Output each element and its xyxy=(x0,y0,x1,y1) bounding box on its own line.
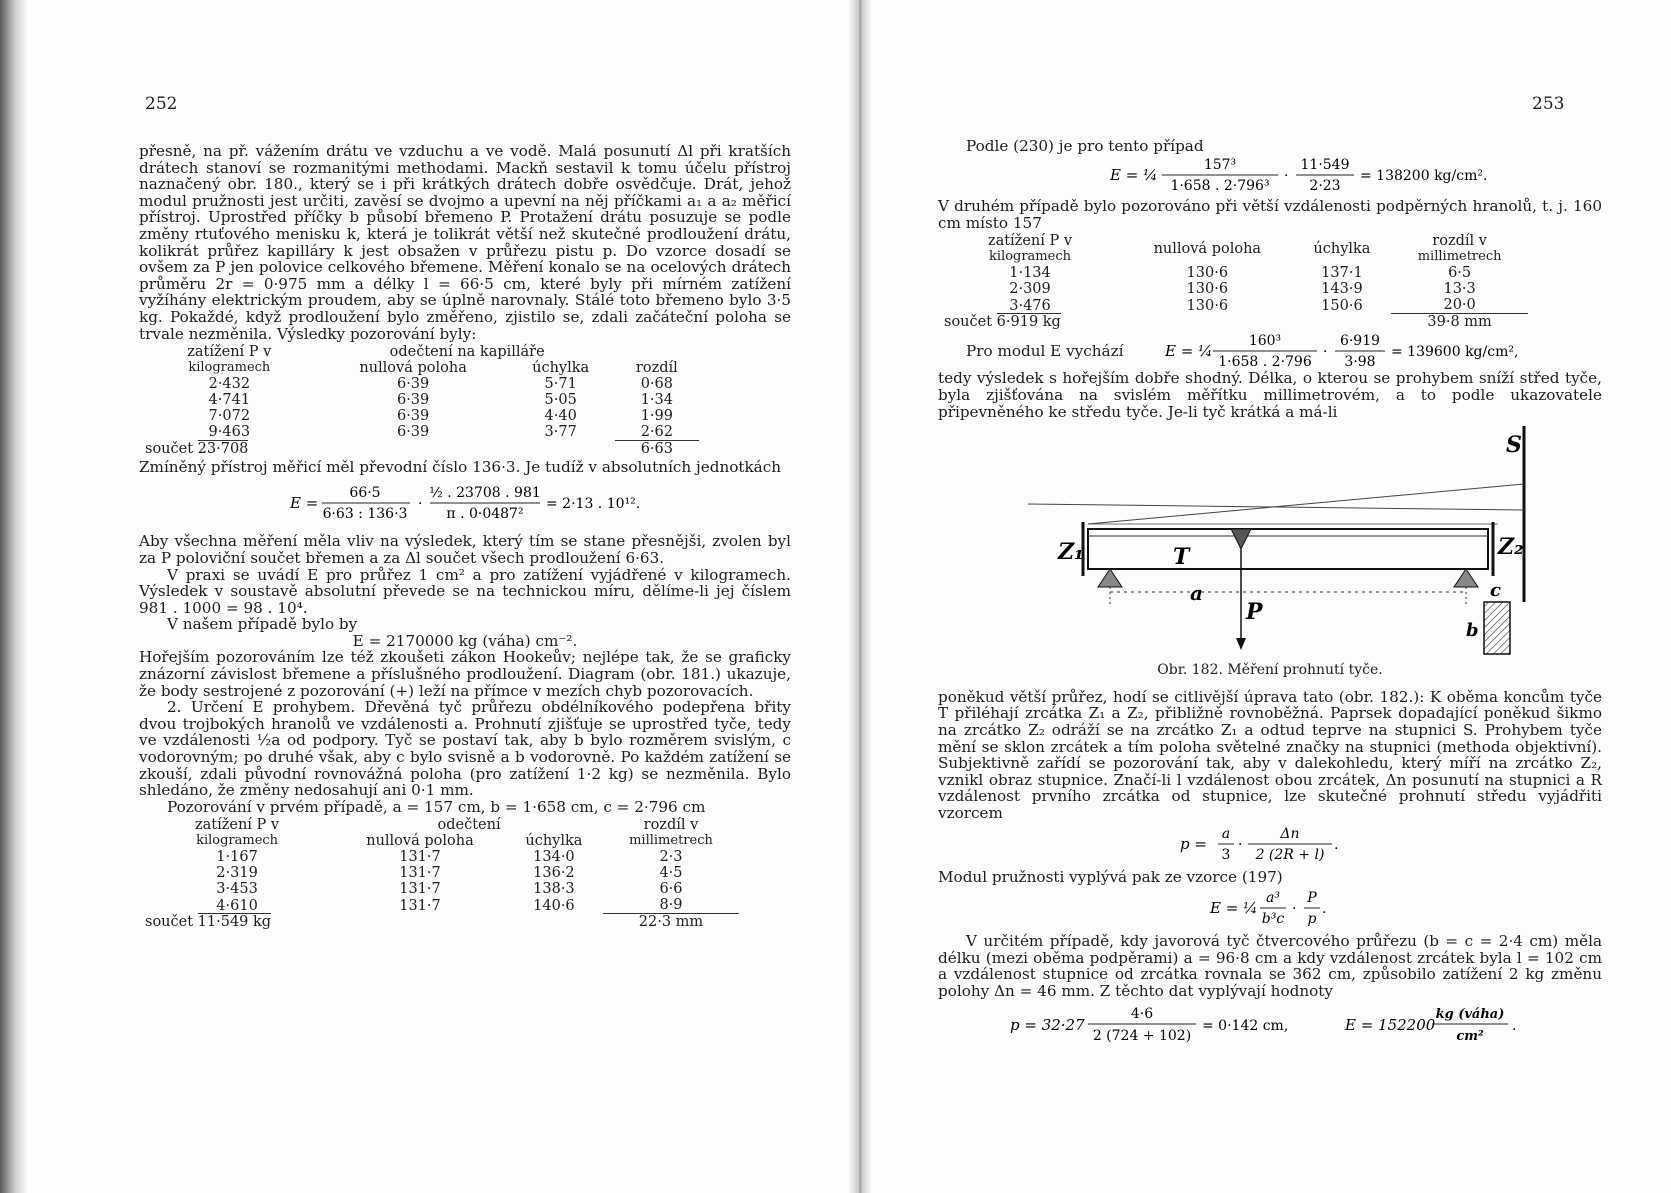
svg-text:= 139600 kg/cm²,: = 139600 kg/cm², xyxy=(1390,344,1519,361)
svg-text:p = 32·27: p = 32·27 xyxy=(1010,1015,1085,1034)
formula-p xyxy=(938,824,1602,868)
table-row: 2·319 131·7 136·2 4·5 xyxy=(216,865,683,882)
col-header: odečtení xyxy=(437,817,501,834)
table-row: 2·309 130·6 143·9 13·3 xyxy=(1009,281,1476,298)
formula-svg xyxy=(1120,824,1420,864)
svg-text:= 2·13 . 10¹².: = 2·13 . 10¹². xyxy=(546,495,641,512)
paragraph: Modul pružnosti vyplývá pak ze vzorce (197) xyxy=(938,868,1283,887)
light-ray xyxy=(1088,484,1524,524)
paragraph: přesně, na př. vážením drátu ve vzduchu a ve vodě. Malá posunutí Δl při kratších drátech stanoví se rozmanitými methodami. Mackň sestavil k tomu účelu přístroj naznačený obr. 180., který se i při krátkých drátech dobře osvědčuje. Drát, jehož modul pružnosti jest určiti, zavěsí se dvojmo a upevní na něj příčkami a₁ a a₂ měřicí přístroj. Uprostřed příčky b působí břemeno P. Protažení drátu posuzuje se podle změny rtuťového menisku k, která je tolikrát větší než skutečné prodloužení drátu, kolikrát průřez kapilláry k jest obsažen v průřezu pistu p. Do vzorce dosadí se ovšem za P jen polovice celkového břemene. Měření konalo se na ocelových drátech průměru 2r = 0·975 mm a délky l = 66·5 cm, které byly při mírném zatížení vyžíhány elektrickým proudem, aby se úplně narovnaly. Stálé toto břemeno bylo 3·5 kg. Pokaždé, když prodloužení bylo změřeno, zjistilo se, zdali začáteční poloha se trvale nezměnila. Výsledky pozorování byly: xyxy=(139,142,791,343)
table-row: 9·463 6·39 3·77 2·62 xyxy=(208,424,673,441)
cross-section xyxy=(1484,602,1510,654)
label-a: a xyxy=(1190,581,1203,606)
table-sum-row: součet 6·919 kg 39·8 mm xyxy=(938,314,1528,331)
svg-text:P: P xyxy=(1307,889,1317,906)
left-page-body xyxy=(139,143,791,932)
svg-text:E = ¼: E = ¼ xyxy=(1110,165,1158,184)
svg-text:·: · xyxy=(1292,900,1297,917)
formula-E-first xyxy=(938,155,1602,199)
formula-technical-E: E = 2170000 kg (váha) cm⁻². xyxy=(352,631,578,650)
svg-text:E =: E = xyxy=(290,493,319,512)
svg-text:π . 0·0487²: π . 0·0487² xyxy=(446,505,524,522)
book-gutter xyxy=(848,0,872,1193)
paragraph: V praxi se uvádí E pro průřez 1 cm² a pro zatížení vyjádřené v kilogramech. Výsledek v soustavě absolutní převede se na technickou míru, dělíme-li jej číslem 981 . 1000 = 98 . 10⁴. xyxy=(139,565,791,617)
svg-text:cm²: cm² xyxy=(1456,1028,1484,1044)
col-header: nullová poloha xyxy=(359,360,467,377)
label-P: P xyxy=(1246,599,1263,626)
svg-text:2 (2R + l): 2 (2R + l) xyxy=(1255,846,1325,863)
col-header: zatížení P v xyxy=(187,344,272,361)
svg-text:66·5: 66·5 xyxy=(349,484,381,501)
svg-text:= 0·142 cm,: = 0·142 cm, xyxy=(1202,1017,1289,1034)
table-row: 1·167 131·7 134·0 2·3 xyxy=(216,849,683,866)
paragraph: V určitém případě, kdy javorová tyč čtvercového průřezu (b = c = 2·4 cm) měla délku (mezi oběma podpěrami) a = 96·8 cm a kdy vzdálenost zrcátek byla l = 102 cm a vzdálenost stupnice od zrcátka rovnala se 362 cm, způsobilo zatížení 2 kg změnu polohy Δn = 46 mm. Z těchto dat vyplývají hodnoty xyxy=(938,932,1602,1001)
results-table-second-case xyxy=(938,233,1528,330)
paragraph: Pozorování v prvém případě, a = 157 cm, b = 1·658 cm, c = 2·796 cm xyxy=(167,797,706,816)
svg-text:3·98: 3·98 xyxy=(1344,354,1376,371)
table-sum-row: součet 23·708 6·63 xyxy=(139,441,699,458)
svg-text:a: a xyxy=(1221,825,1231,842)
formula-line-E-second xyxy=(938,332,1602,370)
svg-text:p =: p = xyxy=(1180,834,1207,853)
svg-text:6·63 : 136·3: 6·63 : 136·3 xyxy=(322,505,408,522)
col-header: rozdíl xyxy=(635,360,678,377)
support-prism xyxy=(1454,569,1478,587)
formula-svg xyxy=(230,482,700,524)
formula-absolute-E xyxy=(139,482,791,528)
col-header: nullová poloha xyxy=(366,833,474,850)
figure-182-bending-measurement xyxy=(938,424,1602,656)
table-row: 4·610 131·7 140·6 8·9 xyxy=(216,897,683,914)
col-header: kilogramech xyxy=(188,360,271,376)
svg-text:b³c: b³c xyxy=(1261,910,1285,927)
col-header: kilogramech xyxy=(989,249,1071,265)
paragraph: Hořejším pozorováním lze též zkoušeti zákon Hookeův; nejlépe tak, že se graficky znázorní závislost břemene a příslušného prodloužení. Diagram (obr. 181.) ukazuje, že body sestrojené z pozorování (+) leží na přímce v mezích chyb pozorovacích. xyxy=(139,648,791,700)
svg-text:2·23: 2·23 xyxy=(1309,177,1341,194)
table-row: 7·072 6·39 4·40 1·99 xyxy=(208,408,673,425)
svg-text:157³: 157³ xyxy=(1203,156,1237,173)
svg-text:11·549: 11·549 xyxy=(1300,156,1350,173)
table-row: 3·476 130·6 150·6 20·0 xyxy=(1009,297,1476,314)
table-row: 3·453 131·7 138·3 6·6 xyxy=(216,881,683,898)
label-c: c xyxy=(1490,580,1501,602)
svg-text:1·658 . 2·796: 1·658 . 2·796 xyxy=(1217,354,1312,371)
page-number-left: 252 xyxy=(145,94,178,114)
svg-text:a³: a³ xyxy=(1266,889,1280,906)
figure-svg xyxy=(938,424,1602,656)
svg-text:= 138200 kg/cm².: = 138200 kg/cm². xyxy=(1360,167,1488,184)
col-header: nullová poloha xyxy=(1153,241,1262,258)
col-header: rozdíl v xyxy=(643,817,699,834)
svg-text:2 (724 + 102): 2 (724 + 102) xyxy=(1092,1027,1192,1044)
col-header: úchylka xyxy=(1313,241,1371,258)
col-header: úchylka xyxy=(532,360,590,377)
svg-text:4·6: 4·6 xyxy=(1130,1005,1154,1022)
paragraph: 2. Určení E prohybem. Dřevěná tyč průřezu obdélníkového podepřena břity dvou trojbokých hranolů ve vzdálenosti a. Prohnutí zjišťuje se uprostřed tyče, tedy ve vzdálenosti ½a od podpory. Tyč se postaví tak, aby b bylo rozměrem svislým, c vodorovným; po druhé však, aby c bylo svisně a b vodorovně. Po každém zatížení se zkouší, zdali původní rovnovážná poloha (pro zatížení 1·2 kg) se nezměnila. Bylo shledáno, že změny nedosahují ani 0·1 mm. xyxy=(139,698,791,800)
svg-text:E = 152200: E = 152200 xyxy=(1345,1015,1436,1034)
svg-text:½ . 23708 . 981: ½ . 23708 . 981 xyxy=(429,484,541,501)
svg-text:·: · xyxy=(1238,836,1243,853)
support-prism xyxy=(1098,569,1122,587)
formula-svg xyxy=(990,155,1550,195)
svg-text:·: · xyxy=(1284,167,1289,184)
center-pointer xyxy=(1231,529,1251,549)
paragraph: V druhém případě bylo pozorováno při větší vzdálenosti podpěrných hranolů, t. j. 160 cm místo 157 xyxy=(938,197,1602,232)
paragraph: Aby všechna měření měla vliv na výsledek, který tím se stane přesnějši, zvolen byl za P poloviční součet břemen a za Δl součet všech prodloužení 6·63. xyxy=(139,532,791,567)
table-sum-row: součet 11·549 kg 22·3 mm xyxy=(139,914,739,931)
table-row: 2·432 6·39 5·71 0·68 xyxy=(208,376,673,393)
label-T: T xyxy=(1173,544,1190,571)
svg-text:160³: 160³ xyxy=(1248,333,1281,350)
right-page xyxy=(872,0,1671,1193)
col-header: rozdíl v xyxy=(1432,233,1487,250)
page-edge-shadow xyxy=(0,0,28,1193)
formula-lead: Pro modul E vychází xyxy=(966,342,1124,361)
svg-text:6·919: 6·919 xyxy=(1339,333,1380,350)
svg-text:.: . xyxy=(1512,1017,1517,1034)
col-header: kilogramech xyxy=(196,833,279,849)
col-header: odečtení na kapilláře xyxy=(389,344,545,361)
label-Z2: Z₂ xyxy=(1498,534,1524,561)
svg-text:E = ¼: E = ¼ xyxy=(1164,342,1213,361)
page-number-right: 253 xyxy=(1532,94,1565,114)
svg-text:p: p xyxy=(1307,910,1317,927)
col-header: úchylka xyxy=(525,833,583,850)
svg-text:1·658 . 2·796³: 1·658 . 2·796³ xyxy=(1170,177,1270,194)
label-S: S xyxy=(1506,432,1522,459)
bar-T xyxy=(1088,529,1488,569)
svg-text:kg (váha): kg (váha) xyxy=(1435,1006,1505,1022)
formula-E-modulus xyxy=(938,888,1602,932)
svg-text:Δn: Δn xyxy=(1280,825,1300,842)
svg-text:.: . xyxy=(1322,900,1327,917)
label-Z1: Z₁ xyxy=(1058,539,1084,566)
paragraph: poněkud větší průřez, hodí se citlivější úprava tato (obr. 182.): K oběma koncům tyče T přiléhají zrcátka Z₁ a Z₂, přibližně rovnoběžná. Paprsek dopadající poněkud šikmo na zrcátko Z₂ odráží se na zrcátko Z₁ a odtud teprve na stupnici S. Prohybem tyče mění se sklon zrcátek a tím poloha světelné značky na stupnici (methoda objektivní). Subjektivně zařídí se pozorování tak, aby v dalekohledu, který míří na zrcátko Z₂, vznikl obraz stupnice. Značí-li l vzdálenost obou zrcátek, Δn posunutí na stupnici a R vzdálenost prvního zrcátka od stupnice, lze skutečné prohnutí středu vyjádřiti vzorcem xyxy=(938,687,1602,822)
results-table-capillary xyxy=(139,344,699,457)
col-header: zatížení P v xyxy=(987,233,1073,250)
table-row: 1·134 130·6 137·1 6·5 xyxy=(1009,265,1472,282)
label-b: b xyxy=(1466,620,1479,642)
paragraph: Zmíněný přístroj měřicí měl převodní číslo 136·3. Je tudíž v absolutních jednotkách xyxy=(139,458,782,477)
svg-text:.: . xyxy=(1334,836,1339,853)
paragraph: Podle (230) je pro tento případ xyxy=(966,137,1204,155)
col-header: millimetrech xyxy=(629,833,713,849)
paragraph: V našem případě bylo by xyxy=(167,615,358,634)
formula-svg xyxy=(1120,888,1420,928)
svg-text:·: · xyxy=(418,495,423,512)
results-table-first-case xyxy=(139,817,739,930)
paragraph: tedy výsledek s hořejším dobře shodný. Délka, o kterou se prohybem sníží střed tyče, byla zjišťována na svislém měřítku millimetrovém, a to podle ukazovatele připevněného ke středu tyče. Je-li tyč krátká a má-li xyxy=(938,369,1602,421)
formula-svg xyxy=(1165,332,1602,370)
table-row: 4·741 6·39 5·05 1·34 xyxy=(208,392,673,409)
svg-text:·: · xyxy=(1322,344,1328,361)
col-header: millimetrech xyxy=(1417,249,1502,265)
svg-text:3: 3 xyxy=(1221,846,1231,863)
svg-text:E = ¼: E = ¼ xyxy=(1210,898,1258,917)
formula-results xyxy=(938,1004,1602,1050)
col-header: zatížení P v xyxy=(195,817,280,834)
formula-svg xyxy=(970,1004,1570,1046)
right-page-body xyxy=(938,138,1602,1053)
left-page xyxy=(28,0,848,1193)
figure-caption: Obr. 182. Měření prohnutí tyče. xyxy=(1157,662,1383,679)
